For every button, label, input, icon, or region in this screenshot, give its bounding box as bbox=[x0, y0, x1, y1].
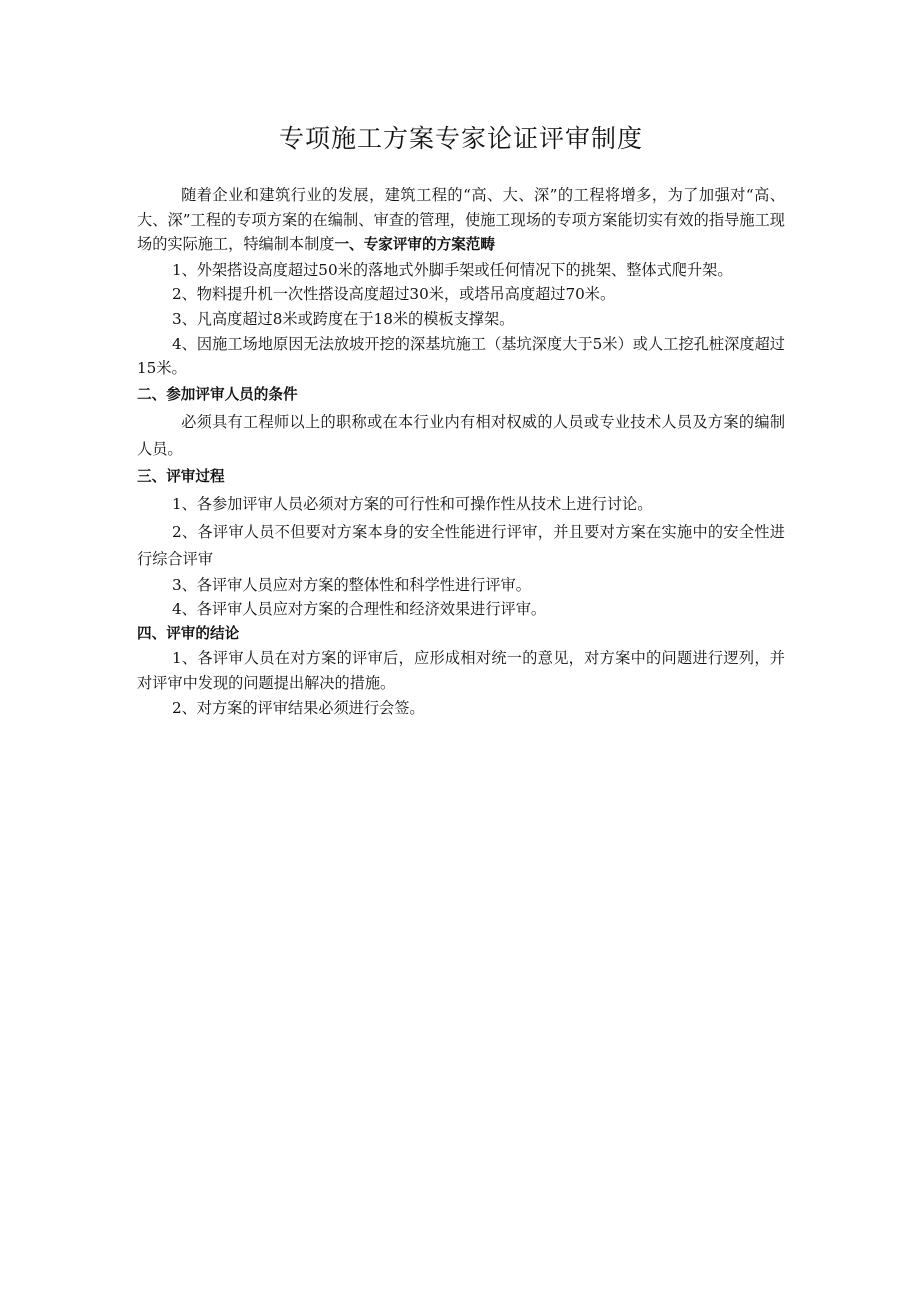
section-1-item: 2、物料提升机一次性搭设高度超过30米，或塔吊高度超过70米。 bbox=[171, 285, 616, 304]
section-3-item: 3、各评审人员应对方案的整体性和科学性进行评审。 bbox=[171, 575, 531, 594]
section-2-text: 必须具有工程师以上的职称或在本行业内有相对权威的人员或专业技术人员及方案的编制人员。 bbox=[137, 413, 785, 459]
section-1-item: 4、因施工场地原因无法放坡开挖的深基坑施工（基坑深度大于5米）或人工挖孔桩深度超过15米。 bbox=[137, 334, 785, 378]
section-2-heading: 二、参加评审人员的条件 bbox=[137, 385, 298, 403]
section-4-heading: 四、评审的结论 bbox=[137, 624, 240, 642]
section-3-heading: 三、评审过程 bbox=[137, 468, 225, 486]
document-title: 专项施工方案专家论证评审制度 bbox=[278, 124, 643, 153]
document-content bbox=[137, 183, 785, 720]
intro-text: 随着企业和建筑行业的发展，建筑工程的“高、大、深”的工程将增多，为了加强对“高、大、深”工程的专项方案的在编制、审查的管理，使施工现场的专项方案能切实有效的指导施工现场的实际施工，特编制本制度 bbox=[137, 186, 785, 254]
section-4-item: 1、各评审人员在对方案的评审后，应形成相对统一的意见，对方案中的问题进行逻列，并对评审中发现的问题提出解决的措施。 bbox=[137, 649, 785, 692]
section-3-item: 1、各参加评审人员必须对方案的可行性和可操作性从技术上进行讨论。 bbox=[171, 494, 653, 513]
section-3-item: 2、各评审人员不但要对方案本身的安全性能进行评审，并且要对方案在实施中的安全性进行综合评审 bbox=[137, 522, 785, 568]
section-3-item: 4、各评审人员应对方案的合理性和经济效果进行评审。 bbox=[171, 600, 547, 619]
intro-paragraph bbox=[137, 183, 785, 258]
section-1-heading: 一、专家评审的方案范畴 bbox=[334, 236, 495, 254]
section-1-item: 3、凡高度超过8米或跨度在于18米的模板支撑架。 bbox=[171, 309, 515, 328]
section-1-item: 1、外架搭设高度超过50米的落地式外脚手架或任何情况下的挑架、整体式爬升架。 bbox=[171, 260, 733, 279]
section-4-item: 2、对方案的评审结果必须进行会签。 bbox=[171, 698, 425, 717]
